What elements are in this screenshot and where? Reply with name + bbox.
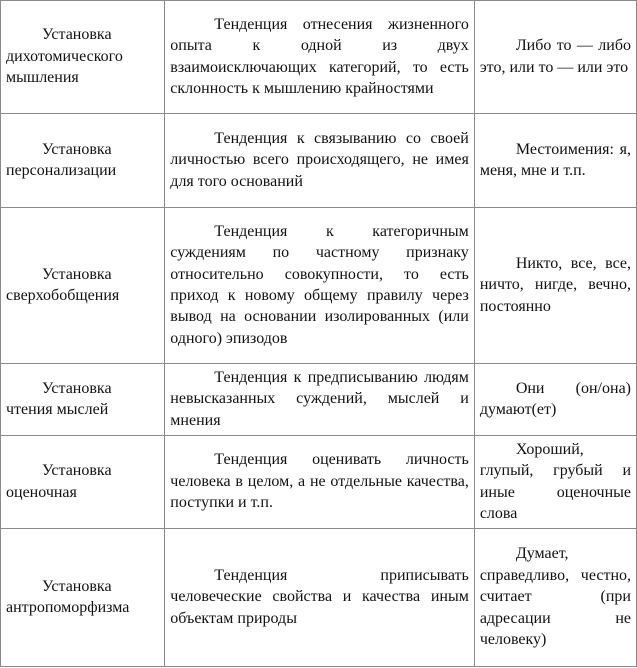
speech-markers: Никто, все, все, ничто, нигде, вечно, постоянно	[479, 254, 631, 315]
setting-name: Установка дихотомического мышления	[6, 26, 123, 87]
description-cell	[165, 364, 475, 436]
setting-name: Установка сверхобобщения	[6, 265, 120, 304]
setting-name: Установка персонализации	[6, 140, 117, 179]
speech-markers: Они (он/она) думают(ет)	[479, 379, 631, 418]
table-row	[1, 364, 637, 436]
markers-cell	[474, 364, 636, 436]
speech-markers: Хороший, глупый, грубый и иные оценочные слова	[479, 440, 631, 522]
setting-description: Тенденция к категоричным суждениям по частному признаку относительно совокупности, то есть приход к новому общему правилу через вывод на основании изолированных (или одного) эпизодов	[170, 222, 469, 347]
setting-cell	[1, 364, 165, 436]
setting-cell	[1, 529, 165, 667]
setting-cell	[1, 1, 165, 114]
table-row	[1, 529, 637, 667]
description-cell	[165, 436, 475, 529]
speech-markers: Думает, справедливо, честно, считает (при адресации не человеку)	[479, 545, 631, 649]
description-cell	[165, 114, 475, 208]
setting-name: Установка антропоморфизма	[6, 577, 130, 616]
description-cell	[165, 208, 475, 364]
setting-description: Тенденция к предписыванию людям невысказанных суждений, мыслей и мнения	[170, 368, 469, 429]
setting-cell	[1, 208, 165, 364]
table-row	[1, 208, 637, 364]
setting-description: Тенденция отнесения жизненного опыта к одной из двух взаимоисключающих категорий, то есть склонность к мышлению крайностями	[170, 15, 469, 97]
setting-description: Тенденция оценивать личность человека в целом, а не отдельные качества, поступки и т.п.	[170, 451, 469, 512]
description-cell	[165, 1, 475, 114]
markers-cell	[474, 529, 636, 667]
markers-cell	[474, 114, 636, 208]
setting-cell	[1, 114, 165, 208]
table-row	[1, 114, 637, 208]
speech-markers: Местоимения: я, меня, мне и т.п.	[479, 140, 631, 179]
speech-markers: Либо то — либо это, или то — или это	[479, 37, 631, 76]
setting-name: Установка чтения мыслей	[6, 379, 112, 418]
table-row	[1, 1, 637, 114]
setting-name: Установка оценочная	[6, 462, 112, 501]
markers-cell	[474, 1, 636, 114]
table-row	[1, 436, 637, 529]
setting-description: Тенденция приписывать человеческие свойства и качества иным объектам природы	[170, 566, 469, 627]
markers-cell	[474, 436, 636, 529]
setting-cell	[1, 436, 165, 529]
markers-cell	[474, 208, 636, 364]
description-cell	[165, 529, 475, 667]
setting-description: Тенденция к связыванию со своей личностью всего происходящего, не имея для того оснований	[170, 129, 469, 190]
